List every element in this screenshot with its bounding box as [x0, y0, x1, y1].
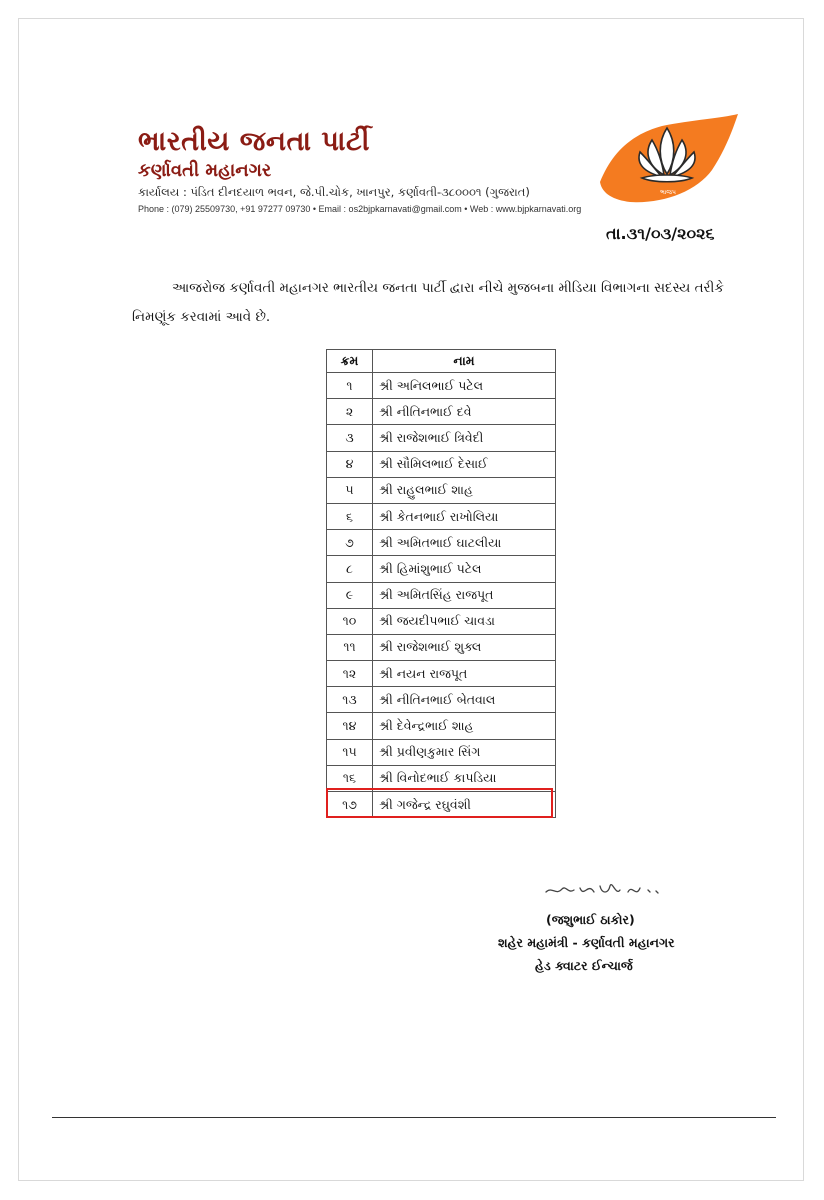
row-serial: ૮ — [327, 556, 373, 582]
highlight-box — [326, 788, 553, 818]
table-row — [327, 687, 556, 713]
row-serial: ૧૫ — [327, 739, 373, 765]
row-name: શ્રી નીતિનભાઈ દવે — [373, 399, 556, 425]
row-name: શ્રી વિનોદભાઈ કાપડિયા — [373, 765, 556, 791]
row-name: શ્રી રાહુલભાઈ શાહ — [373, 477, 556, 503]
signatory-role: હેડ ક્વાટર ઈન્ચાર્જ — [535, 958, 633, 973]
row-name: શ્રી અનિલભાઈ પટેલ — [373, 373, 556, 399]
office-address: કાર્યાલય : પંડિત દીનદયાળ ભવન, જે.પી.ચોક, ખાનપુર, કર્ણાવતી-૩૮૦૦૦૧ (ગુજરાત) — [138, 185, 530, 199]
letter-date: તા.૩૧/૦૩/૨૦૨૬ — [606, 224, 715, 243]
row-serial: ૯ — [327, 582, 373, 608]
table-row — [327, 556, 556, 582]
row-name: શ્રી અમિતસિંહ રાજપૂત — [373, 582, 556, 608]
row-serial: ૭ — [327, 530, 373, 556]
table-row — [327, 477, 556, 503]
table-row — [327, 608, 556, 634]
table-row — [327, 739, 556, 765]
row-name: શ્રી નીતિનભાઈ બેતવાલ — [373, 687, 556, 713]
table-header-row — [327, 350, 556, 373]
intro-paragraph: આજરોજ કર્ણાવતી મહાનગર ભારતીય જનતા પાર્ટી દ્વારા નીચે મુજબના મીડિયા વિભાગના સદસ્ય તરીકે નિમણૂંક કરવામાં આવે છે. — [132, 280, 724, 325]
row-name: શ્રી જયદીપભાઈ ચાવડા — [373, 608, 556, 634]
contact-line: Phone : (079) 25509730, +91 97277 09730 • Email : os2bjpkarnavati@gmail.com • Web : www.bjpkarnavati.org — [138, 204, 582, 214]
row-serial: ૧ — [327, 373, 373, 399]
header-serial: ક્રમ — [327, 350, 373, 373]
table-row — [327, 530, 556, 556]
row-serial: ૧૬ — [327, 765, 373, 791]
row-serial: ૧૪ — [327, 713, 373, 739]
row-serial: ૧૭ — [327, 792, 373, 818]
row-name: શ્રી કેતનભાઈ રાખોલિયા — [373, 503, 556, 529]
row-name: શ્રી રાજેશભાઈ શુક્લ — [373, 634, 556, 660]
org-title: ભારતીય જનતા પાર્ટી — [138, 126, 370, 157]
row-serial: ૧૩ — [327, 687, 373, 713]
row-name: શ્રી ગજેન્દ્ર રઘુવંશી — [373, 792, 556, 818]
row-serial: ૫ — [327, 477, 373, 503]
row-serial: ૧૦ — [327, 608, 373, 634]
row-serial: ૧૧ — [327, 634, 373, 660]
row-name: શ્રી દેવેન્દ્રભાઈ શાહ — [373, 713, 556, 739]
row-name: શ્રી નયન રાજપૂત — [373, 661, 556, 687]
table-row — [327, 451, 556, 477]
table-row — [327, 503, 556, 529]
header-name: નામ — [373, 350, 556, 373]
footer-divider — [52, 1117, 776, 1118]
org-subtitle: કર્ણાવતી મહાનગર — [138, 160, 272, 181]
signatory-name: (જશુભાઈ ઠાકોર) — [546, 912, 635, 927]
table-row — [327, 425, 556, 451]
row-serial: ૪ — [327, 451, 373, 477]
row-name: શ્રી રાજેશભાઈ ત્રિવેદી — [373, 425, 556, 451]
table-row — [327, 373, 556, 399]
table-row — [327, 713, 556, 739]
signatory-title: શહેર મહામંત્રી - કર્ણાવતી મહાનગર — [498, 935, 675, 950]
row-serial: ૨ — [327, 399, 373, 425]
row-name: શ્રી પ્રવીણકુમાર સિંગ — [373, 739, 556, 765]
table-row — [327, 661, 556, 687]
row-serial: ૬ — [327, 503, 373, 529]
row-name: શ્રી સૌમિલભાઈ દેસાઈ — [373, 451, 556, 477]
row-serial: ૧૨ — [327, 661, 373, 687]
row-serial: ૩ — [327, 425, 373, 451]
bjp-lotus-icon — [592, 112, 742, 207]
signature-mark — [540, 876, 670, 906]
table-row — [327, 582, 556, 608]
table-row — [327, 634, 556, 660]
row-name: શ્રી અમિતભાઈ ઘાટલીયા — [373, 530, 556, 556]
members-table — [326, 349, 556, 818]
row-name: શ્રી હિમાંશુભાઈ પટેલ — [373, 556, 556, 582]
logo-caption: ભાજપ — [660, 189, 676, 196]
table-row — [327, 399, 556, 425]
